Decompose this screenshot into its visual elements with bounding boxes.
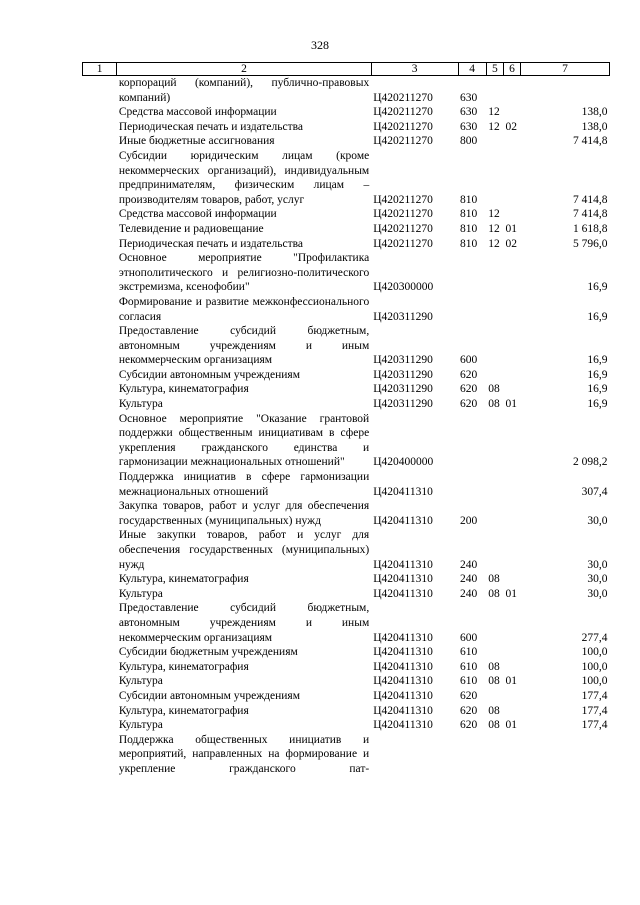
cell-name: Поддержка общественных инициатив и мероприятий, направленных на формирование и укрепление гражданского пат- [118,733,370,775]
cell-amount: 16,9 [587,281,608,294]
cell-section [486,689,503,704]
cell-name: Субсидии автономным учреждениям [118,368,300,381]
cell-code: Ц420411310 [373,660,433,673]
cell-kind: 620 [460,689,478,702]
cell-code: Ц420411310 [373,689,433,702]
cell-code: Ц420311290 [373,368,433,381]
cell-number [83,105,117,120]
cell-name: Субсидии автономным учреждениям [118,689,300,702]
cell-subsection [503,382,520,397]
cell-name: Средства массовой информации [118,208,277,221]
table-header [83,63,610,76]
cell-code: Ц420300000 [373,281,434,294]
cell-amount: 1 618,8 [573,222,608,235]
cell-kind: 620 [460,398,478,411]
cell-amount: 30,0 [587,514,608,527]
cell-section [486,134,503,149]
table-row [83,120,610,135]
cell-amount: 177,4 [581,719,608,732]
table-row [83,499,610,528]
cell-kind: 620 [460,368,478,381]
cell-code: Ц420411310 [373,573,433,586]
cell-subsection: 02 [505,237,517,250]
cell-kind: 600 [460,631,478,644]
cell-subsection [503,733,520,777]
cell-number [83,528,117,572]
page-number: 328 [311,38,329,52]
cell-number [83,499,117,528]
cell-name: Периодическая печать и издательства [118,237,304,250]
cell-number [83,587,117,602]
cell-number [83,718,117,733]
cell-subsection [503,324,520,368]
cell-number [83,674,117,689]
cell-kind: 600 [460,354,478,367]
table-row [83,660,610,675]
cell-subsection [503,368,520,383]
cell-name: Культура, кинематография [118,573,249,586]
cell-code: Ц420311290 [373,310,433,323]
table-row [83,324,610,368]
table-row [83,134,610,149]
cell-kind [458,412,486,470]
cell-amount: 7 414,8 [573,208,608,221]
cell-number [83,412,117,470]
cell-kind [458,470,486,499]
table-row [83,207,610,222]
header-col-2: 2 [117,63,371,76]
cell-section [486,645,503,660]
cell-code: Ц420211270 [373,120,433,133]
cell-amount: 16,9 [587,368,608,381]
cell-section: 12 [488,120,500,133]
cell-code: Ц420211270 [373,193,433,206]
cell-name: Предоставление субсидий бюджетным, автономным учреждениям и иным некоммерческим организациям [118,602,370,644]
cell-amount: 30,0 [587,558,608,571]
cell-subsection [503,660,520,675]
cell-kind: 810 [460,208,478,221]
table-row [83,222,610,237]
cell-code: Ц420411310 [373,719,433,732]
cell-number [83,251,117,295]
cell-amount: 30,0 [587,573,608,586]
cell-kind [458,295,486,324]
budget-table [82,62,610,777]
cell-amount: 7 414,8 [573,193,608,206]
cell-amount: 16,9 [587,398,608,411]
cell-amount: 177,4 [581,689,608,702]
cell-kind: 610 [460,660,478,673]
cell-number [83,601,117,645]
cell-kind: 620 [460,704,478,717]
cell-code: Ц420211270 [373,237,433,250]
header-col-5: 5 [486,63,503,76]
cell-amount: 100,0 [581,646,608,659]
cell-amount: 138,0 [581,120,608,133]
cell-section: 08 [488,573,500,586]
cell-subsection [503,470,520,499]
cell-number [83,324,117,368]
table-row [83,689,610,704]
cell-subsection [503,251,520,295]
cell-code: Ц420411310 [373,558,433,571]
cell-name: Поддержка инициатив в сфере гармонизации межнациональных отношений [118,471,370,498]
cell-section [486,470,503,499]
cell-section [486,412,503,470]
cell-subsection [503,207,520,222]
table-row [83,105,610,120]
cell-name: Субсидии юридическим лицам (кроме некоммерческих организаций), индивидуальным предпринимателям, физическим лицам – производителям товаров, работ, услуг [118,149,370,206]
cell-kind: 630 [460,91,478,104]
table-row [83,572,610,587]
cell-subsection [503,689,520,704]
cell-kind [458,733,486,777]
cell-number [83,76,117,106]
cell-subsection [503,601,520,645]
cell-kind: 240 [460,558,478,571]
cell-name: Закупка товаров, работ и услуг для обеспечения государственных (муниципальных) нужд [118,500,370,527]
cell-section [486,528,503,572]
cell-kind: 630 [460,106,478,119]
cell-number [83,237,117,252]
cell-name: Культура, кинематография [118,660,249,673]
cell-subsection: 02 [505,120,517,133]
cell-section: 08 [488,587,500,600]
table-row [83,587,610,602]
cell-number [83,222,117,237]
cell-kind: 240 [460,573,478,586]
header-row [83,63,610,76]
cell-code: Ц420411310 [373,704,433,717]
cell-code: Ц420211270 [373,222,433,235]
cell-amount: 16,9 [587,354,608,367]
cell-section [486,251,503,295]
cell-amount: 16,9 [587,383,608,396]
cell-amount: 2 098,2 [573,456,608,469]
cell-name: Формирование и развитие межконфессионального согласия [118,295,370,323]
cell-subsection [503,704,520,719]
table-row [83,382,610,397]
cell-subsection [503,149,520,207]
cell-section [486,733,503,777]
cell-section: 12 [488,237,500,250]
cell-name: Иные бюджетные ассигнования [118,135,275,148]
table-row [83,251,610,295]
cell-kind: 610 [460,675,478,688]
cell-amount [521,76,610,106]
cell-name: Культура [118,719,163,732]
cell-amount: 277,4 [581,631,608,644]
cell-name: Субсидии бюджетным учреждениям [118,646,298,659]
header-col-6: 6 [503,63,520,76]
cell-name: Периодическая печать и издательства [118,120,304,133]
cell-name: Средства массовой информации [118,106,277,119]
cell-amount: 100,0 [581,660,608,673]
header-col-1: 1 [83,63,117,76]
cell-section: 12 [488,208,500,221]
table-row [83,528,610,572]
table-body [83,76,610,777]
cell-section [486,499,503,528]
header-col-7: 7 [521,63,610,76]
cell-subsection [503,645,520,660]
cell-amount: 7 414,8 [573,135,608,148]
cell-subsection [503,412,520,470]
table-row [83,674,610,689]
cell-subsection [503,134,520,149]
cell-code: Ц420211270 [373,208,433,221]
header-col-4: 4 [458,63,486,76]
cell-subsection: 01 [505,398,517,411]
table-row [83,397,610,412]
cell-amount: 177,4 [581,704,608,717]
cell-code: Ц420311290 [373,354,433,367]
cell-kind: 810 [460,237,478,250]
cell-code: Ц420411310 [373,631,433,644]
cell-section [486,149,503,207]
cell-amount: 16,9 [587,310,608,323]
cell-kind: 610 [460,646,478,659]
cell-name: Иные закупки товаров, работ и услуг для обеспечения государственных (муниципальных) нужд [118,529,370,571]
cell-section: 08 [488,719,500,732]
table-row [83,704,610,719]
cell-subsection: 01 [505,222,517,235]
cell-number [83,134,117,149]
cell-name: Культура [118,398,163,411]
cell-subsection [503,572,520,587]
cell-code: Ц420400000 [373,456,434,469]
cell-section [486,368,503,383]
cell-subsection [503,76,520,106]
table-row [83,149,610,207]
cell-section: 08 [488,704,500,717]
cell-section: 08 [488,660,500,673]
cell-number [83,733,117,777]
table-row [83,412,610,470]
cell-name: Телевидение и радиовещание [118,222,264,235]
cell-number [83,572,117,587]
cell-section: 08 [488,398,500,411]
cell-amount: 30,0 [587,587,608,600]
cell-name: Культура [118,675,163,688]
table-row [83,470,610,499]
cell-number [83,207,117,222]
cell-amount [521,733,610,777]
cell-number [83,368,117,383]
cell-kind: 620 [460,383,478,396]
cell-kind: 800 [460,135,478,148]
cell-code: Ц420211270 [373,106,433,119]
table-row [83,733,610,777]
cell-subsection [503,105,520,120]
cell-name: Культура, кинематография [118,704,249,717]
cell-number [83,397,117,412]
cell-amount: 138,0 [581,106,608,119]
cell-section: 12 [488,222,500,235]
cell-name: Основное мероприятие "Оказание грантовой поддержки общественным инициативам в сфере укрепления гражданского единства и гармонизации межнациональных отношений" [118,412,370,469]
cell-name: Культура, кинематография [118,383,249,396]
cell-name: Предоставление субсидий бюджетным, автономным учреждениям и иным некоммерческим организациям [118,325,370,367]
cell-number [83,689,117,704]
cell-code [371,733,458,777]
table-row [83,295,610,324]
table-row [83,645,610,660]
cell-code: Ц420211270 [373,91,433,104]
header-col-3: 3 [371,63,458,76]
cell-number [83,149,117,207]
cell-name: Основное мероприятие "Профилактика этнополитического и религиозно-политического экстремизма, ксенофобии" [118,252,370,294]
cell-subsection [503,499,520,528]
cell-number [83,295,117,324]
cell-number [83,645,117,660]
cell-subsection [503,295,520,324]
cell-subsection: 01 [505,587,517,600]
table-row [83,237,610,252]
table-row [83,601,610,645]
table-row [83,76,610,106]
cell-kind: 200 [460,514,478,527]
cell-number [83,704,117,719]
cell-number [83,660,117,675]
cell-kind: 630 [460,120,478,133]
cell-section [486,76,503,106]
cell-kind: 240 [460,587,478,600]
cell-subsection: 01 [505,675,517,688]
cell-code: Ц420411310 [373,514,433,527]
table-row [83,368,610,383]
cell-section [486,295,503,324]
table-row [83,718,610,733]
cell-code: Ц420311290 [373,398,433,411]
cell-subsection [503,528,520,572]
cell-amount: 100,0 [581,675,608,688]
cell-code: Ц420411310 [373,646,433,659]
cell-code: Ц420411310 [373,485,433,498]
cell-code: Ц420411310 [373,587,433,600]
cell-number [83,120,117,135]
cell-section: 08 [488,383,500,396]
cell-number [83,382,117,397]
cell-name: Культура [118,587,163,600]
cell-kind: 620 [460,719,478,732]
cell-kind [458,251,486,295]
cell-section [486,601,503,645]
cell-code: Ц420311290 [373,383,433,396]
cell-section: 08 [488,675,500,688]
cell-subsection: 01 [505,719,517,732]
cell-code: Ц420411310 [373,675,433,688]
cell-amount: 5 796,0 [573,237,608,250]
cell-section [486,324,503,368]
cell-code: Ц420211270 [373,135,433,148]
cell-kind: 810 [460,222,478,235]
cell-section: 12 [488,106,500,119]
cell-number [83,470,117,499]
cell-name: корпораций (компаний), публично-правовых компаний) [118,77,370,104]
cell-kind: 810 [460,193,478,206]
cell-amount: 307,4 [581,485,608,498]
